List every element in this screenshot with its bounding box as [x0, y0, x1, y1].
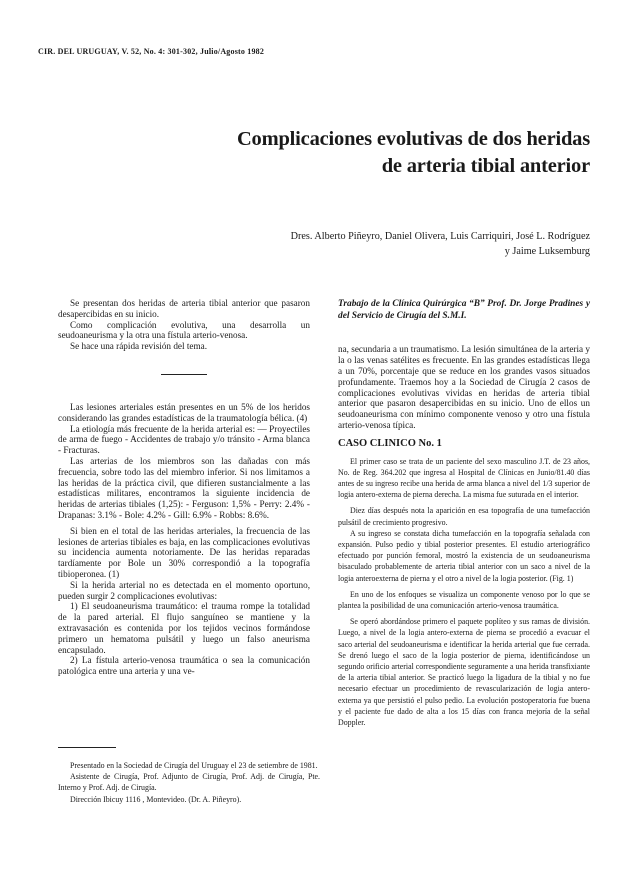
case-paragraph: Se operó abordándose primero el paquete poplíteo y sus ramas de división. Luego, a nivel de la logia antero-externa de pierna se procedió a evacuar el saco arterial del seudoaneurisma e identificar la herida arterial que fue cerrada. Se drenó luego el saco de la logia posterior de pierna, identificándose un segundo orificio arterial correspondiente seguramente a una herida transfixiante de la arteria tibial anterior. Se practicó luego la ligadura de la tibial y no fue necesario efectuar un procedimiento de revascularización de logia antero-externa ya que persistió el pulso pedio. La evolución postoperatoria fue buena y el paciente fue dado de alta a los 15 días con franca mejoría de la señal Doppler. [338, 617, 590, 728]
footnote-rule [58, 747, 116, 748]
title-line-2: de arteria tibial anterior [381, 155, 590, 177]
institution-note: Trabajo de la Clínica Quirúrgica “B” Prof. Dr. Jorge Pradines y del Servicio de Cirugía del S.M.I. [338, 299, 590, 322]
article-title [140, 126, 590, 180]
authors-line-2: y Jaime Luksemburg [504, 246, 590, 257]
left-column [58, 298, 310, 677]
journal-header: CIR. DEL URUGUAY, V. 52, No. 4: 301-302, Julio/Agosto 1982 [38, 47, 265, 56]
body-paragraph: na, secundaria a un traumatismo. La lesión simultánea de la arteria y la o las venas satélites es frecuente. En las grandes estadísticas llega a un 70%, porcentaje que se reduce en los grandes vasos situados profundamente. Traemos hoy a la Sociedad de Cirugía 2 casos de complicaciones evolutivas vividas en heridas de arteria tibial anterior que pasaron desapercibidas en su inicio. Uno de ellos un seudoaneurisma con mínimo componente venoso y otro una fístula arterio-venosa típica. [338, 344, 590, 430]
footnote: Presentado en la Sociedad de Cirugía del Uruguay el 23 de setiembre de 1981. [70, 761, 318, 770]
author-list [160, 229, 590, 259]
abstract-paragraph: Se hace una rápida revisión del tema. [70, 341, 207, 352]
right-column [338, 298, 590, 728]
case-paragraph: Diez días después nota la aparición en esa topografía de una tumefacción pulsátil de crecimiento progresivo. [338, 506, 590, 527]
body-paragraph: Si la herida arterial no es detectada en el momento oportuno, pueden surgir 2 complicaciones evolutivas: [58, 579, 310, 601]
body-paragraph: 2) La fístula arterio-venosa traumática o sea la comunicación patológica entre una arteria y una ve- [58, 655, 310, 677]
case-paragraph: A su ingreso se constata dicha tumefacción en la topografía señalada con expansión. Pulso pedio y tibial posterior presentes. El estudio arteriográfico efectuado por punción femoral, mostró la existencia de un seudoaneurisma bisaculado probablemente de arteria tibial anterior con un saco a nivel de la logia anteroexterna de pierna y el otro a nivel de la logia posterior. (Fig. 1) [338, 528, 590, 583]
title-line-1: Complicaciones evolutivas de dos heridas [236, 128, 590, 150]
footnote: Asistente de Cirugía, Prof. Adjunto de Cirugía, Prof. Adj. de Cirugía, Pte. Interno y Prof. Adj. de Cirugía. [58, 772, 320, 793]
footnotes [58, 760, 320, 805]
case-paragraph: En uno de los enfoques se visualiza un componente venoso por lo que se plantea la posibilidad de una comunicación arterio-venosa traumática. [338, 589, 590, 611]
case-paragraph: El primer caso se trata de un paciente del sexo masculino J.T. de 23 años, No. de Reg. 364.202 que ingresa al Hospital de Clínicas en Junio/81.40 días antes de su ingreso recibe una herida de arma blanca a nivel del 1/3 superior de logia antero-externa de pierna derecha. La misma fue suturada en el interior. [338, 456, 590, 500]
abstract-paragraph: Como complicación evolutiva, una desarrolla un seudoaneurisma y la otra una fístula arterio-venosa. [58, 319, 310, 341]
footnote: Dirección Ibicuy 1116 , Montevideo. (Dr. A. Piñeyro). [70, 794, 242, 804]
case-report [338, 456, 590, 729]
body-paragraph: Las arterias de los miembros son las dañadas con más frecuencia, sobre todo las del miembro inferior. Si nos limitamos a las heridas de la práctica civil, que difieren sustancialmente a las estadísticas militares, encontramos la siguiente incidencia de heridas de arterias tibiales (1,25): - Ferguson: 1,5% - Perry: 2.4% - Drapanas: 3.1% - Bole: 4.2% - Gill: 6.9% - Robbs: 8.6%. [58, 455, 310, 520]
case-heading: CASO CLINICO No. 1 [338, 437, 442, 449]
body-paragraph: Si bien en el total de las heridas arteriales, la frecuencia de las lesiones de arterias tibiales es baja, en las complicaciones evolutivas su incidencia aumenta notoriamente. De las heridas reparadas tardíamente por Bole un 30% correspondió a la topografía tibioperonea. (1) [58, 525, 310, 579]
abstract [58, 298, 310, 352]
authors-line-1: Dres. Alberto Piñeyro, Daniel Olivera, Luis Carriquiri, José L. Rodríguez [290, 231, 590, 242]
introduction-body [58, 402, 310, 677]
body-paragraph: 1) El seudoaneurisma traumático: el trauma rompe la totalidad de la pared arterial. El flujo sanguíneo se mantiene y la extravasación es contenida por los tejidos vecinos formándose primero un hematoma pulsátil y luego un falso aneurisma encapsulado. [58, 601, 310, 655]
body-paragraph: Las lesiones arteriales están presentes en un 5% de los heridos considerando las grandes estadísticas de la traumatología bélica. (4) [58, 401, 310, 423]
abstract-paragraph: Se presentan dos heridas de arteria tibial anterior que pasaron desapercibidas en su inicio. [58, 298, 310, 319]
body-paragraph: La etiología más frecuente de la herida arterial es: — Proyectiles de arma de fuego - Accidentes de trabajo y/o tránsito - Arma blanca - Fracturas. [58, 423, 310, 456]
